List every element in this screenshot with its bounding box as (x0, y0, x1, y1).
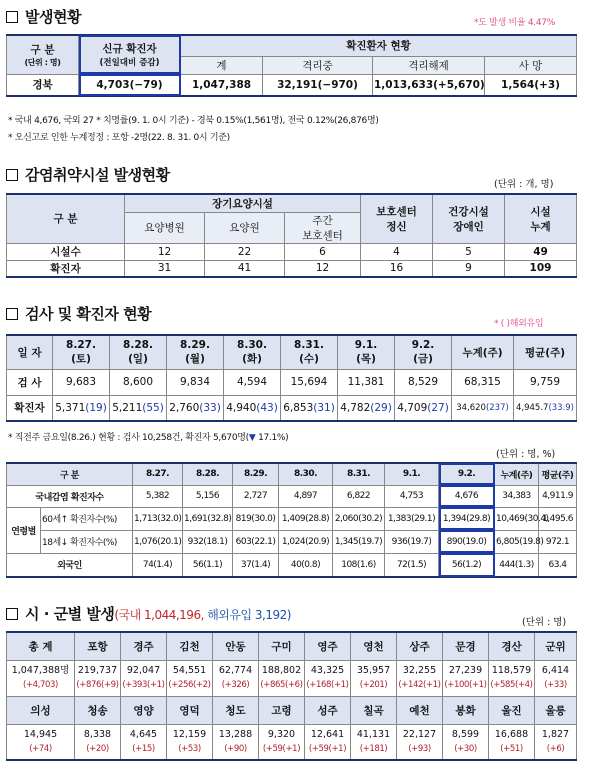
checkbox-square-icon (6, 608, 18, 620)
region-count: 22,127 (+93) (397, 724, 443, 760)
region-name: 문경 (443, 632, 489, 660)
table-row: 국내감염 확진자수 5,382 5,156 2,727 4,897 6,822 4,753 4,676 34,383 4,911.9 (7, 485, 577, 507)
region-count: 4,645 (+15) (121, 724, 167, 760)
col-deaths: 사 망 (485, 56, 577, 74)
region-count: 9,320 (+59(+1) (259, 724, 305, 760)
region-count: 1,047,388명 (+4,703) (7, 660, 75, 696)
region-count: 16,688 (+51) (489, 724, 535, 760)
region-name: 안동 (213, 632, 259, 660)
region-name: 포항 (75, 632, 121, 660)
region-name: 영주 (305, 632, 351, 660)
region-count: 6,414 (+33) (535, 660, 577, 696)
region-name: 울릉 (535, 696, 577, 724)
region-count: 118,579 (+585(+4) (489, 660, 535, 696)
new-cases-header: 신규 확진자 (전일대비 증감) (79, 35, 181, 74)
table-row: 시설수 12 22 6 4 5 49 (7, 243, 577, 260)
region-name: 총 계 (7, 632, 75, 660)
region-name: 경산 (489, 632, 535, 660)
table-row: 확진자 5,371(19) 5,211(55) 2,760(33) 4,940(43) 6,853(31) 4,782(29) 4,709(27) 34,620(237) 4,945.7(33.9) (7, 395, 577, 421)
status-header: 확진환자 현황 (181, 35, 577, 56)
age-breakdown-table: 구 분 8.27. 8.28. 8.29. 8.30. 8.31. 9.1. 9.2. 누계(주) 평균(주) 국내감염 확진자수 5,382 5,156 2,727 4,897 6,822 4,753 4,676 34,383 4,911.9 연령별 60세↑ 확진자수(%) 1,713(32.0) 1,691(32.8) 819(30.0) 1,409(28.8) 2,060(30.2) 1,383(29.1) 1,394(29.8) 10,469(30.4) 1,495.6 18세↓ 확진자수(%) 1,076(20.1) 932(18.1) 603(22.1) 1,024(20.9) 1,345(19.7) 936(19.7) 890(19.0) 6,805(19.8) 972.1 외국인 74(1.4) 56(1.1) 37(1.4) 40(0.8) 108(1.6) 72(1.5) 56(1.2) 444(1.3) 63.4 (6, 462, 577, 578)
region-name: 영천 (351, 632, 397, 660)
unit-label: (단위 : 개, 명) (494, 179, 554, 190)
checkbox-square-icon (6, 308, 18, 320)
region-count: 41,131 (+181) (351, 724, 397, 760)
region-count: 92,047 (+393(+1) (121, 660, 167, 696)
test-confirmed-table: 일 자 8.27. (토) 8.28. (일) 8.29. (월) 8.30. (화) 8.31. (수) 9.1. (목) 9.2. (금) 누계(주) 평균(주) 검 사 9,683 8,600 9,834 4,594 15,694 11,381 8,529 68,315 9,759 확진자 5,371(19) 5,211(55) 2,760(33) 4,940(43) 6,853(31) 4,782(29) 4,709(27) 34,620(237) 4,945.7(33.9) (6, 334, 577, 422)
region-name: 고령 (259, 696, 305, 724)
region-name: 군위 (535, 632, 577, 660)
region-name: 영덕 (167, 696, 213, 724)
table-row: 확진자 31 41 12 16 9 109 (7, 260, 577, 277)
region-name: 성주 (305, 696, 351, 724)
section3-title: 검사 및 확진자 현황 (6, 303, 151, 324)
col-released: 격리해제 (373, 56, 485, 74)
col-total: 계 (181, 56, 263, 74)
section5-title: 시 · 군별 발생(국내 1,044,196, 해외유입 3,192) (6, 603, 291, 624)
checkbox-square-icon (6, 169, 18, 181)
table-row: 검 사 9,683 8,600 9,834 4,594 15,694 11,381 8,529 68,315 9,759 (7, 369, 577, 395)
region-count: 12,641 (+59(+1) (305, 724, 351, 760)
region-count: 188,802 (+865(+6) (259, 660, 305, 696)
province-rate-note: *도 발생 비율 4.47% (474, 18, 555, 28)
region-name: 구미 (259, 632, 305, 660)
region-count: 219,737 (+876(+9) (75, 660, 121, 696)
region-name: 상주 (397, 632, 443, 660)
overseas-note: * ( )해외유입 (494, 319, 544, 329)
section2-title: 감염취약시설 발생현황 (6, 164, 170, 185)
region-count: 13,288 (+90) (213, 724, 259, 760)
region-name: 경주 (121, 632, 167, 660)
unit-label: (단위 : 명) (522, 617, 567, 628)
table-row: 경북 4,703(−79) 1,047,388 32,191(−970) 1,013,633(+5,670) 1,564(+3) (7, 74, 577, 96)
section1-title: 발생현황 (6, 6, 81, 27)
region-name: 의성 (7, 696, 75, 724)
unit-label: (단위 : 명, %) (496, 449, 556, 460)
gubun-header: 구 분 (단위 : 명) (7, 35, 79, 74)
prev-week-note: * 직전주 금요일(8.26.) 현황 : 검사 10,258건, 확진자 5,670명(▼ 17.1%) (8, 433, 289, 443)
status-table (6, 34, 577, 97)
region-name: 영양 (121, 696, 167, 724)
region-name: 울진 (489, 696, 535, 724)
table-row: 연령별 60세↑ 확진자수(%) 1,713(32.0) 1,691(32.8) 819(30.0) 1,409(28.8) 2,060(30.2) 1,383(29.1) 1,394(29.8) 10,469(30.4) 1,495.6 (7, 507, 577, 530)
region-count: 1,827 (+6) (535, 724, 577, 760)
region-count: 12,159 (+53) (167, 724, 213, 760)
region-name: 청송 (75, 696, 121, 724)
region-name: 칠곡 (351, 696, 397, 724)
vulnerable-facility-table: 구 분 장기요양시설 보호센터 정신 건강시설 장애인 시설 누계 요양병원 요양원 주간 보호센터 시설수 12 22 6 4 5 49 확진자 31 41 12 16 9 109 (6, 193, 577, 278)
region-count: 54,551 (+256(+2) (167, 660, 213, 696)
correction-note: * 오신고로 인한 누계정정 : 포항 -2명(22. 8. 31. 0시 기준) (8, 133, 230, 143)
region-count: 8,338 (+20) (75, 724, 121, 760)
region-count: 35,957 (+201) (351, 660, 397, 696)
table-row: 외국인 74(1.4) 56(1.1) 37(1.4) 40(0.8) 108(1.6) 72(1.5) 56(1.2) 444(1.3) 63.4 (7, 553, 577, 577)
region-name: 봉화 (443, 696, 489, 724)
fatality-note: * 국내 4,676, 국외 27 * 치명률(9. 1. 0시 기준) - 경북 0.15%(1,561명), 전국 0.12%(26,876명) (8, 116, 379, 126)
region-count: 14,945 (+74) (7, 724, 75, 760)
region-count: 43,325 (+168(+1) (305, 660, 351, 696)
checkbox-square-icon (6, 11, 18, 23)
region-count: 62,774 (+326) (213, 660, 259, 696)
col-isolating: 격리중 (263, 56, 373, 74)
region-count: 32,255 (+142(+1) (397, 660, 443, 696)
region-name: 청도 (213, 696, 259, 724)
down-arrow-icon: ▼ (248, 433, 256, 443)
table-row: 18세↓ 확진자수(%) 1,076(20.1) 932(18.1) 603(22.1) 1,024(20.9) 1,345(19.7) 936(19.7) 890(19.0) 6,805(19.8) 972.1 (7, 530, 577, 553)
region-count: 27,239 (+100(+1) (443, 660, 489, 696)
city-county-table (6, 631, 577, 761)
region-count: 8,599 (+30) (443, 724, 489, 760)
region-name: 김천 (167, 632, 213, 660)
region-name: 예천 (397, 696, 443, 724)
